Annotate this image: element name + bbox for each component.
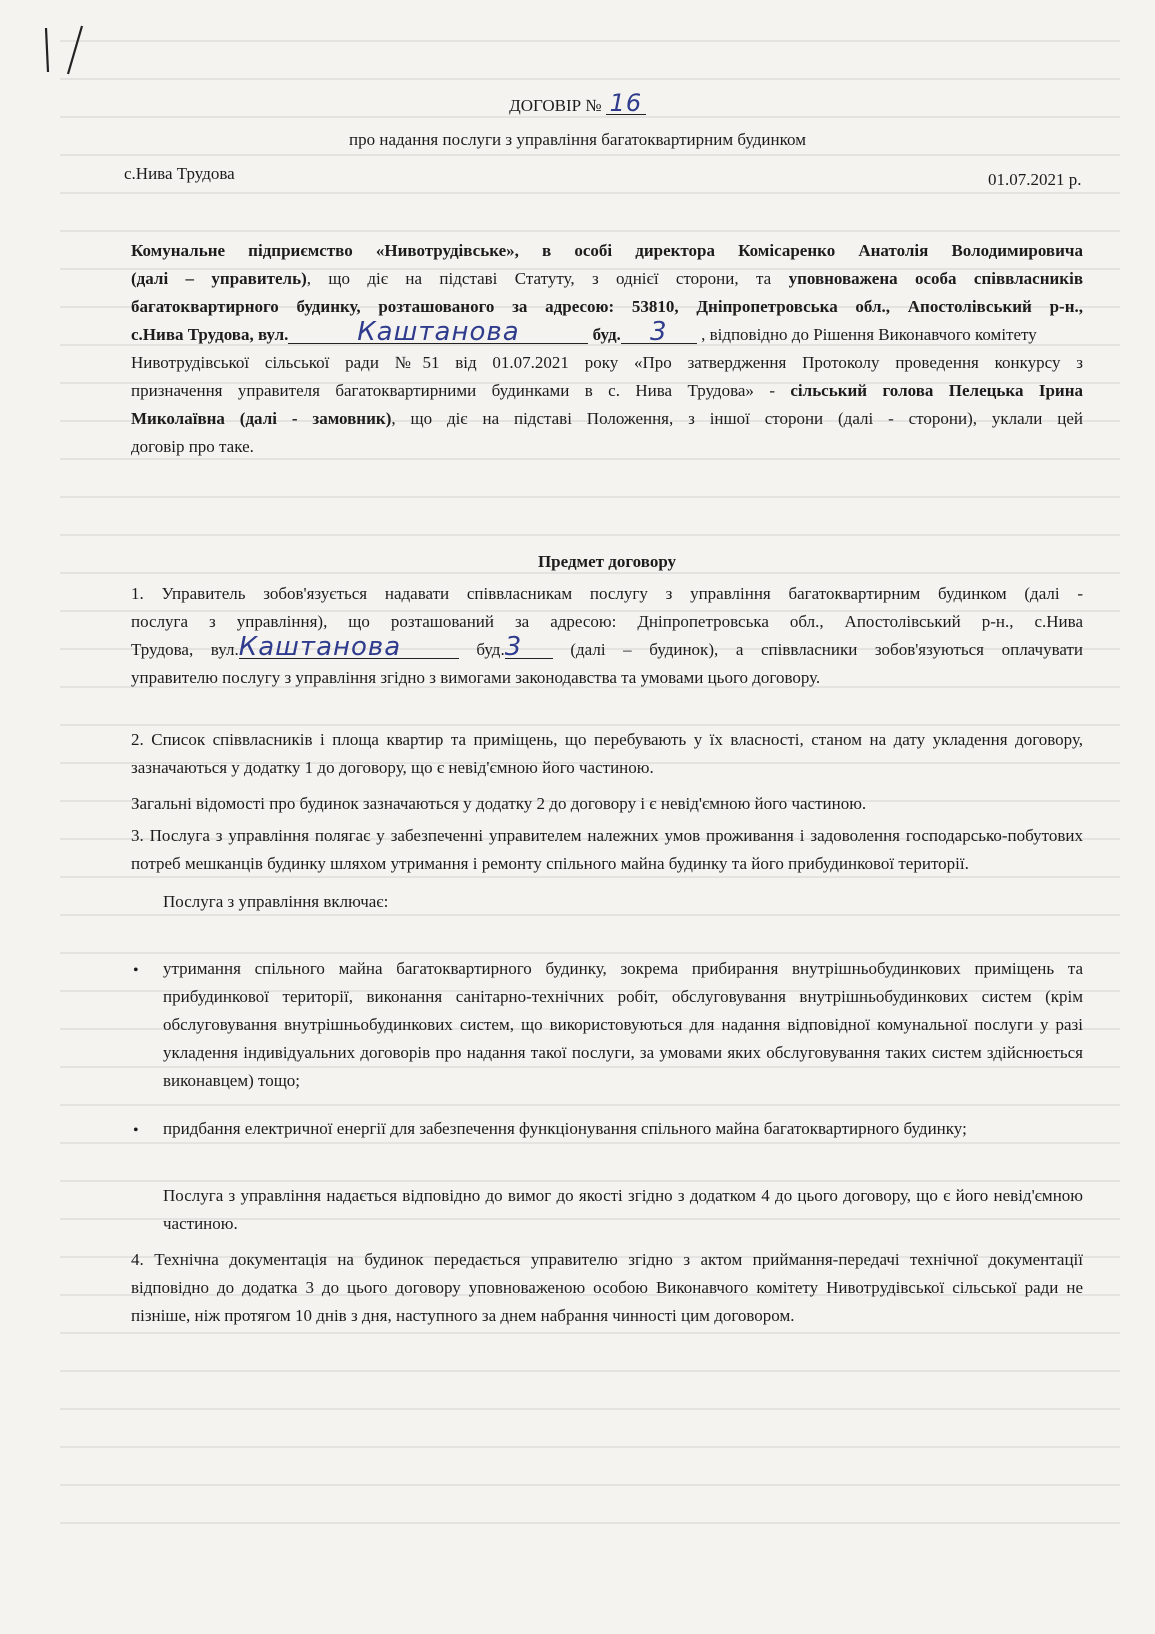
- paragraph-2: 2. Список співвласників і площа квартир та приміщень, що перебувають у їх власності, станом на дату укладення договору, зазначаються у додатку 1 до договору, що є невід'ємною його частиною. Загальні відомості про будинок зазначаються у додатку 2 до договору і є невід'ємною його частиною.: [131, 730, 1083, 813]
- street-field: Каштанова: [288, 321, 588, 344]
- quality-paragraph: Послуга з управління надається відповідно до вимог до якості згідно з додатком 4 до цього договору, що є його невід'ємною частиною.: [163, 1186, 1083, 1233]
- contract-subtitle: про надання послуги з управління багатоквартирним будинком: [349, 130, 806, 149]
- street-field-2: Каштанова: [239, 636, 459, 659]
- paragraph-4: 4. Технічна документація на будинок передається управителю згідно з актом приймання-передачі технічної документації відповідно до додатка 3 до цього договору уповноваженою особою Виконавчого комітету Нивотрудівської сільської ради не пізніше, ніж протягом 10 днів з дня, наступного за днем набрання чинності цим договором.: [131, 1250, 1083, 1325]
- bullet-item: придбання електричної енергії для забезпечення функціонування спільного майна багатоквартирного будинку;: [163, 1119, 967, 1138]
- includes-label: Послуга з управління включає:: [163, 892, 389, 911]
- handwritten-corner-mark: [34, 20, 104, 80]
- bullet-marker: •: [133, 962, 139, 979]
- bullet-item: утримання спільного майна багатоквартирного будинку, зокрема прибирання внутрішньобудинкових приміщень та прибудинкової території, виконання санітарно-технічних робіт, обслуговування внутрішньобудинкових систем (крім обслуговування внутрішньобудинкових систем, що використовуються для надання відповідної комунальної послуги у разі укладення індивідуальних договорів про надання такої послуги, за умовами яких обслуговування таких систем здійснюється виконавцем) тощо;: [163, 959, 1083, 1090]
- contract-title: ДОГОВІР № 16: [0, 92, 1155, 116]
- intro-paragraph: Комунальне підприємство «Нивотрудівське», в особі директора Комісаренко Анатолія Володимировича (далі – управитель), що діє на підставі Статуту, з однієї сторони, та уповноважена особа співвласників багатоквартирного будинку, розташованого за адресою: 53810, Дніпропетровська обл., Апостолівський р-н., с.Нива Трудова, вул. Каштанова буд. 3 , відповідно до Рішення Виконавчого комітету Нивотрудівської сільської ради №51 від 01.07.2021 року «Про затвердження Протоколу проведення конкурсу з призначення управителя багатоквартирними будинками в с. Нива Трудова» - сільський голова Пелецька Ірина Миколаївна (далі - замовник), що діє на підставі Положення, з іншої сторони (далі - сторони), уклали цей договір про таке.: [131, 241, 1084, 456]
- building-field: 3: [621, 321, 697, 344]
- contract-number: 16: [606, 92, 646, 115]
- paragraph-3: 3. Послуга з управління полягає у забезпеченні управителем належних умов проживання і задоволення господарсько-побутових потреб мешканців будинку шляхом утримання і ремонту спільного майна будинку та його прибудинкової території. Послуга з управління включає:: [131, 822, 1083, 916]
- section-heading: Предмет договору: [537, 552, 677, 571]
- building-field-2: 3: [505, 636, 553, 659]
- place: с.Нива Трудова: [124, 164, 235, 183]
- paragraph-1: 1. Управитель зобов'язується надавати співвласникам послугу з управління багатоквартирним будинком (далі - послуга з управління), що розташований за адресою: Дніпропетровська обл., Апостолівський р-н., с.Нива Трудова, вул.Каштанова буд.3 (далі – будинок), а співвласники зобов'язуються оплачувати управителю послугу з управління згідно з вимогами законодавства та умовами цього договору.: [131, 584, 1084, 687]
- bullet-marker: •: [133, 1122, 139, 1139]
- date: 01.07.2021 р.: [988, 170, 1082, 189]
